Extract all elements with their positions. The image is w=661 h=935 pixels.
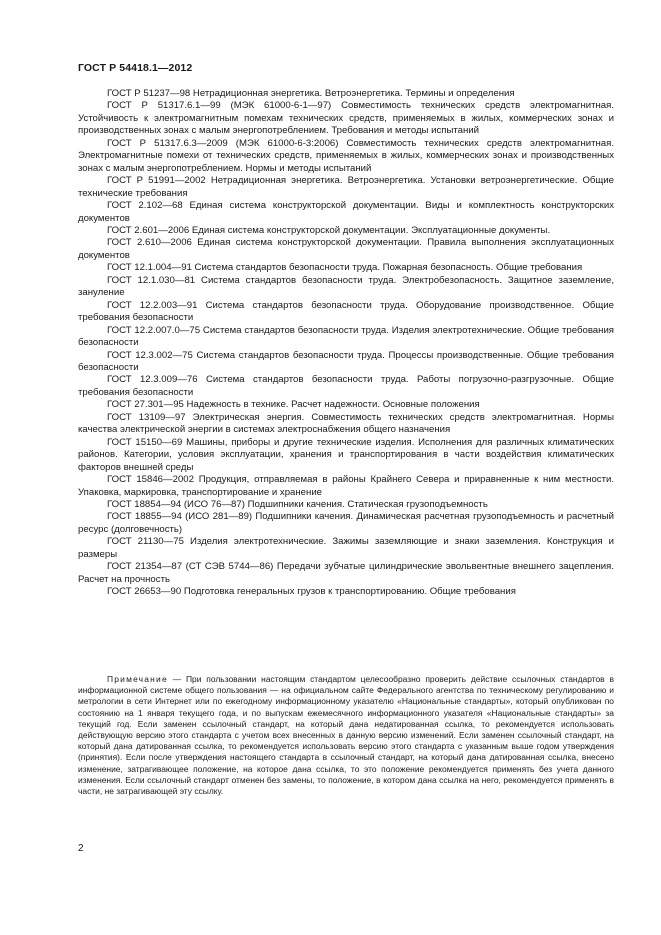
reference-item: ГОСТ 27.301—95 Надежность в технике. Расчет надежности. Основные положения xyxy=(107,399,480,411)
reference-item: ГОСТ 15150—69 Машины, приборы и другие технические изделия. Исполнения для различных климатических районов. Категории, условия эксплуатации, хранения и транспортирования в части воздействия климатических факторов внешней среды xyxy=(78,436,614,473)
reference-item: ГОСТ 18855—94 (ИСО 281—89) Подшипники качения. Динамическая расчетная грузоподъемность и расчетный ресурс (долговечность) xyxy=(78,511,614,535)
reference-item: ГОСТ 21130—75 Изделия электротехнические. Зажимы заземляющие и знаки заземления. Конструкция и размеры xyxy=(78,536,614,560)
document-header: ГОСТ Р 54418.1—2012 xyxy=(78,62,193,74)
reference-item: ГОСТ 12.3.009—76 Система стандартов безопасности труда. Работы погрузочно-разгрузочные. Общие требования безопасности xyxy=(78,374,614,398)
reference-item: ГОСТ 12.2.003—91 Система стандартов безопасности труда. Оборудование производственное. Общие требования безопасности xyxy=(78,299,614,324)
reference-item: ГОСТ Р 51317.6.1—99 (МЭК 61000-6-1—97) Совместимость технических средств электромагнитная. Устойчивость к электромагнитным помехам технических средств, применяемых в жилых, коммерческих зонах и производственных зонах с малым энергопотреблением. Требования и методы испытаний xyxy=(78,100,614,137)
reference-item: ГОСТ 2.102—68 Единая система конструкторской документации. Виды и комплектность конструкторских документов xyxy=(78,200,614,224)
normative-references-list xyxy=(78,88,614,599)
reference-item: ГОСТ 26653—90 Подготовка генеральных грузов к транспортированию. Общие требования xyxy=(107,586,516,598)
reference-item: ГОСТ 12.1.004—91 Система стандартов безопасности труда. Пожарная безопасность. Общие требования xyxy=(107,262,583,274)
reference-item: ГОСТ 12.2.007.0—75 Система стандартов безопасности труда. Изделия электротехнические. Общие требования безопасности xyxy=(78,324,614,349)
reference-item: ГОСТ 12.3.002—75 Система стандартов безопасности труда. Процессы производственные. Общие требования безопасности xyxy=(78,349,614,373)
page-number: 2 xyxy=(78,843,84,854)
reference-item: ГОСТ 2.610—2006 Единая система конструкторской документации. Правила выполнения эксплуатационных документов xyxy=(78,237,614,261)
reference-item: ГОСТ 2.601—2006 Единая система конструкторской документации. Эксплуатационные документы. xyxy=(107,224,551,236)
reference-item: ГОСТ Р 51237—98 Нетрадиционная энергетика. Ветроэнергетика. Термины и определения xyxy=(107,88,515,99)
reference-item: ГОСТ 18854—94 (ИСО 76—87) Подшипники качения. Статическая грузоподъемность xyxy=(107,498,488,510)
note-text: — При пользовании настоящим стандартом целесообразно проверить действие ссылочных стандартов в информационной системе общего пользования — на официальном сайте Федерального агентства по техническому регулированию и метрологии в сети Интернет или по ежегодному информационному указателю «Национальные стандарты», который опубликован по состоянию на 1 января текущего года, и по выпускам ежемесячного информационного указателя «Национальные стандарты» за текущий год. Если заменен ссылочный стандарт, на который дана недатированная ссылка, то рекомендуется использовать действующую версию этого стандарта с учетом всех внесенных в данную версию изменений. Если заменен ссылочный стандарт, на который дана датированная ссылка, то рекомендуется использовать версию этого стандарта с указанным выше годом утверждения (принятия). Если после утверждения настоящего стандарта в ссылочный стандарт, на который дана датированная ссылка, внесено изменение, затрагивающее положение, на которое дана ссылка, то это положение рекомендуется применять без учета данного изменения. Если ссылочный стандарт отменен без замены, то положение, в котором дана ссылка на него, рекомендуется применять в части, не затрагивающей эту ссылку. xyxy=(78,674,614,797)
reference-item: ГОСТ Р 51317.6.3—2009 (МЭК 61000-6-3:2006) Совместимость технических средств электромагнитная. Электромагнитные помехи от технических средств, применяемых в жилых, коммерческих зонах и производственных зонах с малым энергопотреблением. Нормы и методы испытаний xyxy=(78,137,614,174)
reference-item: ГОСТ 12.1.030—81 Система стандартов безопасности труда. Электробезопасность. Защитное заземление, зануление xyxy=(78,274,614,299)
reference-item: ГОСТ 21354—87 (СТ СЭВ 5744—86) Передачи зубчатые цилиндрические эвольвентные внешнего зацепления. Расчет на прочность xyxy=(78,561,614,585)
reference-item: ГОСТ 15846—2002 Продукция, отправляемая в районы Крайнего Севера и приравненные к ним местности. Упаковка, маркировка, транспортирование и хранение xyxy=(78,474,614,498)
reference-item: ГОСТ Р 51991—2002 Нетрадиционная энергетика. Ветроэнергетика. Установки ветроэнергетические. Общие технические требования xyxy=(78,175,614,199)
note-label: Примечание xyxy=(107,674,168,684)
note-paragraph xyxy=(78,674,614,797)
reference-item: ГОСТ 13109—97 Электрическая энергия. Совместимость технических средств электромагнитная. Нормы качества электрической энергии в системах электроснабжения общего назначения xyxy=(78,411,614,436)
